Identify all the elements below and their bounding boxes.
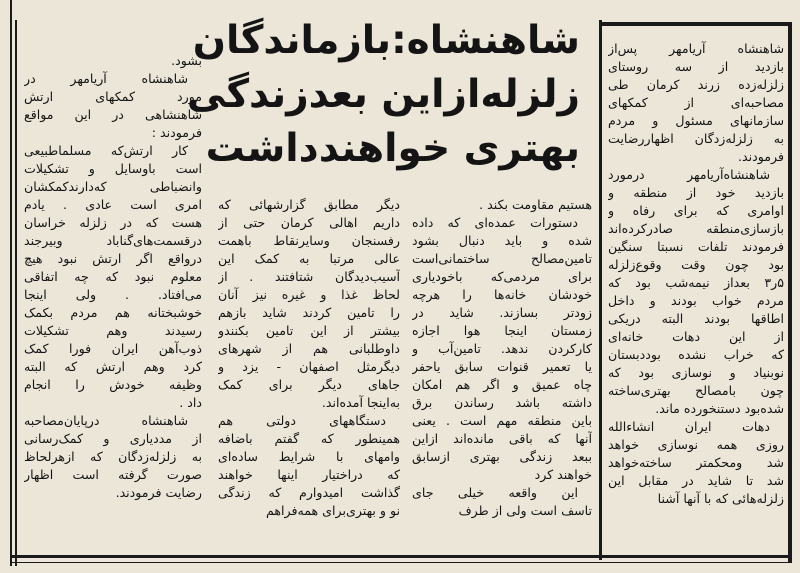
text-line: خودشان خانه‌ها را هرچه — [412, 287, 592, 302]
frame-right-rule — [788, 22, 792, 562]
right-column-top-rule — [602, 22, 792, 26]
text-line: تامین‌مصالح ساختمانی‌است — [412, 251, 592, 266]
text-line: تاسف است ولی از طرف — [458, 503, 592, 518]
paragraph — [24, 70, 202, 142]
text-line: نو و بهتری‌برای همه‌فراهم — [266, 503, 400, 518]
text-line: آنها که باقی مانده‌اند ازاین — [412, 431, 592, 446]
frame-bottom-rule — [10, 555, 792, 558]
column-middle-left — [218, 196, 400, 520]
text-line: کرد وهم ارتش که البته — [24, 359, 202, 374]
paragraph — [24, 412, 202, 502]
text-line: نوبنیاد و نوسازی بود که — [608, 365, 784, 380]
text-line: شده‌بود دستنخورده ماند. — [655, 401, 784, 416]
paragraph — [24, 142, 202, 412]
text-line: که دراختیار اینها خواهند — [218, 467, 400, 482]
text-line: بیشتر از این تامین بکنندو — [218, 323, 400, 338]
frame-left-rule-outer — [10, 0, 12, 566]
paragraph — [608, 418, 784, 508]
text-line: کارکردن ندهد. تامین‌آب و — [412, 341, 592, 356]
text-line: که خراب نشده بوددبستان — [608, 347, 784, 362]
text-line: هستیم مقاومت بکند . — [479, 197, 592, 212]
text-line: شاهنشاه آریامهر در — [24, 71, 188, 86]
text-line: مردم خواب بودند و داخل — [608, 293, 784, 308]
text-line: بشود. — [171, 53, 202, 68]
text-line: وامهای با شرایط ساده‌ای — [218, 449, 400, 464]
frame-left-rule-inner — [15, 20, 17, 566]
text-line: به زلزله‌زدگان اظهاررضایت — [608, 131, 784, 146]
text-line: شاهنشاه‌آریامهر درمورد — [608, 167, 770, 182]
text-line: شد ومحکمتر ساخته‌خواهد — [608, 455, 784, 470]
text-line: است باوسایل و تشکیلات — [24, 161, 202, 176]
text-line: شد تا شاید در مقابل این — [608, 473, 784, 488]
paragraph — [608, 40, 784, 166]
paragraph — [608, 166, 784, 418]
text-line: باین منطقه مهم است . یعنی — [412, 413, 592, 428]
text-line: بازدید خود از منطقه و — [608, 185, 784, 200]
text-line: اوامری که برای رفاه و — [608, 203, 784, 218]
text-line: صورت گرفته است اظهار — [24, 467, 202, 482]
paragraph — [412, 214, 592, 484]
text-line: داوطلبانی هم از شهرهای — [218, 341, 400, 356]
text-line: زلزله‌هائی که با آنها آشنا — [657, 491, 784, 506]
paragraph — [412, 484, 592, 520]
text-line: این واقعه خیلی جای — [412, 485, 578, 500]
text-line: برای مردمی‌که باخودیاری — [412, 269, 592, 284]
text-line: شاهنشاه آریامهر پس‌از — [608, 41, 784, 56]
headline-line: شاهنشاه:بازماندگان — [192, 18, 580, 63]
text-line: همینطور که گفتم باضافه — [218, 431, 400, 446]
text-line: دیگر مطابق گزارشهائی که — [218, 197, 400, 212]
headline-line: زلزله‌ازاین بعدزندگی — [186, 72, 580, 117]
text-line: خوشبختانه هم مردم بکمک — [24, 305, 202, 320]
text-line: سازمانهای مسئول و مردم — [608, 113, 784, 128]
text-line: رضایت فرمودند. — [115, 485, 202, 500]
text-line: داد . — [179, 395, 202, 410]
column-middle-right — [412, 196, 592, 520]
text-line: بود چون وقت وقوع‌زلزله — [608, 257, 784, 272]
text-line: ببعد زندگی بهتری ازسابق — [412, 449, 592, 464]
text-line: رسیدند وهم تشکیلات — [24, 323, 202, 338]
text-line: از این دهات خانه‌ای — [608, 329, 784, 344]
text-line: دستورات عمده‌ای که داده — [412, 215, 578, 230]
text-line: عالی مرتبا به کمک این — [218, 251, 400, 266]
headline-line: بهتری خواهندداشت — [205, 126, 580, 171]
column-left — [24, 52, 202, 502]
text-line: شده و باید دنبال بشود — [412, 233, 592, 248]
text-line: زودتر بسازند. شاید در — [412, 305, 592, 320]
text-line: چاه عمیق و اگر هم امکان — [412, 377, 592, 392]
text-line: دهات ایران انشاءالله — [608, 419, 770, 434]
right-column-divider — [599, 20, 602, 560]
text-line: رفسنجان وسایرنقاط باهمت — [218, 233, 400, 248]
text-line: روزی همه نوسازی خواهد — [608, 437, 784, 452]
text-line: وظیفه خودش را انجام — [24, 377, 202, 392]
text-line: به‌اینجا آمده‌اند. — [321, 395, 400, 410]
text-line: امری است عادی . یادم — [24, 197, 202, 212]
text-line: فرمودند. — [738, 149, 784, 164]
text-line: مصاحبه‌ای از کمکهای — [608, 95, 784, 110]
text-line: از مددیاری و کمک‌رسانی — [24, 431, 202, 446]
text-line: بازسازی‌منطقه صادرکرده‌اند — [608, 221, 784, 236]
text-line: معلوم نبود که چه اتفاقی — [24, 269, 202, 284]
text-line: فرمودند : — [151, 125, 202, 140]
text-line: می‌افتاد. . ولی اینجا — [24, 287, 202, 302]
text-line: درواقع اگر ارتش نبود هیچ — [24, 251, 202, 266]
paragraph — [218, 196, 400, 412]
text-line: لحاظ غذا و غیره نیز آنان — [218, 287, 400, 302]
text-line: مورد کمکهای ارتش — [24, 89, 202, 104]
paragraph — [218, 412, 400, 520]
text-line: شاهنشاهی در این مواقع — [24, 107, 202, 122]
text-line: جاهای دیگر برای کمک — [218, 377, 400, 392]
text-line: ۵ر۳ بعداز نیمه‌شب بود که — [608, 275, 784, 290]
text-line: ذوب‌آهن ایران فورا کمک — [24, 341, 202, 356]
text-line: به زلزله‌زدگان که ازهرلحاظ — [24, 449, 202, 464]
paragraph — [412, 196, 592, 214]
text-line: آسیب‌دیدگان شتافتند . از — [218, 269, 400, 284]
column-right — [608, 40, 784, 508]
frame-bottom-rule-thin — [10, 562, 792, 563]
text-line: اطاقها بودند البته دریکی — [608, 311, 784, 326]
paragraph — [24, 52, 202, 70]
text-line: دستگاههای دولتی هم — [218, 413, 386, 428]
text-line: شاهنشاه درپایان‌مصاحبه — [24, 413, 188, 428]
text-line: چون بامصالح بهتری‌ساخته — [608, 383, 784, 398]
text-line: خواهند کرد — [534, 467, 592, 482]
text-line: فرمودند تلفات نسبتا سنگین — [608, 239, 784, 254]
text-line: کار ارتش‌که مسلماطبیعی — [24, 143, 188, 158]
text-line: زلزله‌زده زرند کرمان طی — [608, 77, 784, 92]
text-line: دیگرمثل اصفهان - یزد و — [218, 359, 400, 374]
text-line: هست که در زلزله خراسان — [24, 215, 202, 230]
text-line: یا تعمیر قنوات سابق یاحفر — [412, 359, 592, 374]
text-line: گذاشت امیدوارم که زندگی — [218, 485, 400, 500]
text-line: زمستان اینجا هوا اجازه — [412, 323, 592, 338]
text-line: را تامین کردند شاید بازهم — [218, 305, 400, 320]
text-line: درقسمت‌های‌گناباد وبیرجند — [24, 233, 202, 248]
text-line: داریم اهالی کرمان حتی از — [218, 215, 400, 230]
text-line: وانضباطی که‌دارندکمکشان — [24, 179, 202, 194]
text-line: بازدید از سه روستای — [608, 59, 784, 74]
text-line: داشته باشد رساندن برق — [412, 395, 592, 410]
